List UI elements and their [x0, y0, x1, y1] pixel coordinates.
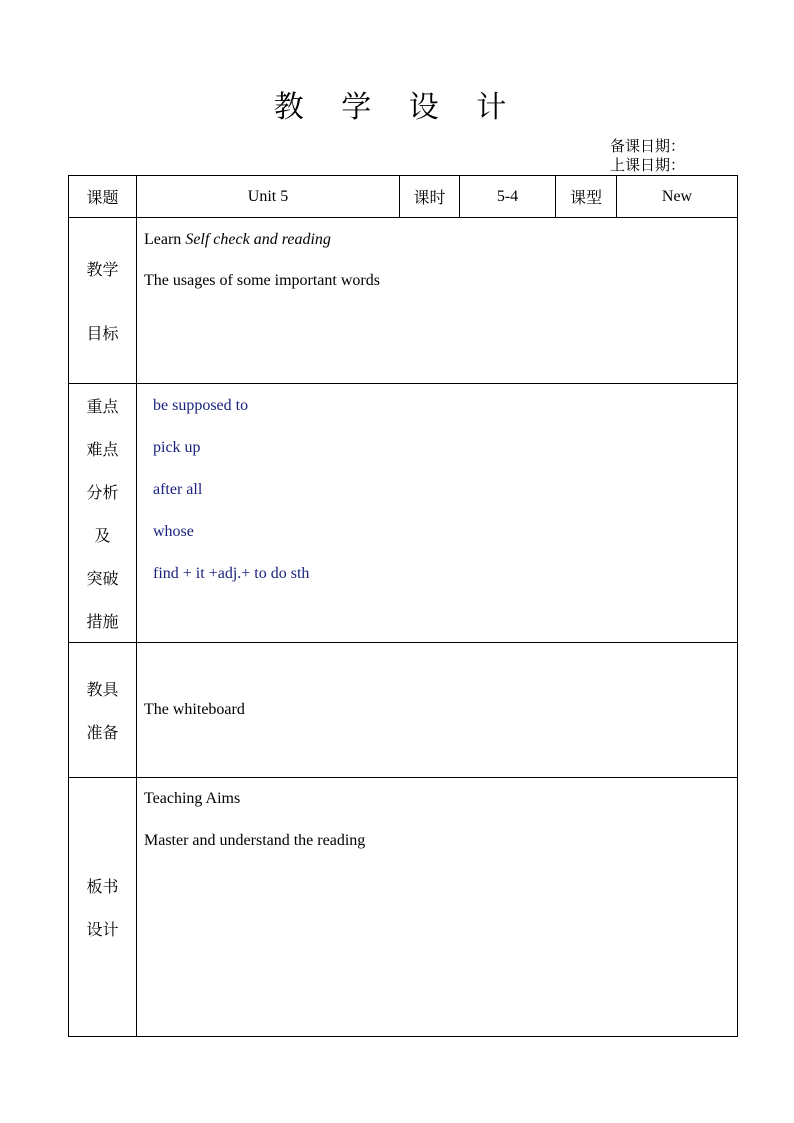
key-point-item: after all: [153, 481, 203, 498]
board-label: [69, 778, 137, 1037]
tools-content: The whiteboard: [137, 643, 738, 778]
board-label-line: 板书: [86, 877, 119, 896]
header-row: [69, 176, 738, 218]
tools-label-line: 教具: [86, 680, 119, 699]
key-points-label-line: 分析: [86, 483, 119, 502]
page-title: 教 学 设 计: [273, 90, 521, 125]
objective-line: [144, 230, 737, 250]
topic-label: 课题: [69, 176, 137, 218]
key-points-row: [69, 384, 738, 643]
board-line: Teaching Aims: [144, 790, 241, 807]
prep-date-label: 备课日期：: [610, 137, 686, 155]
period-label: 课时: [400, 176, 460, 218]
objectives-label: [69, 218, 137, 384]
objective-line: The usages of some important words: [144, 272, 380, 289]
objectives-label-line: 教学: [86, 260, 119, 279]
key-point-item: whose: [153, 523, 194, 540]
learn-title: Self check and reading: [185, 231, 331, 248]
board-content: [137, 778, 738, 1037]
key-points-label-line: 重点: [86, 397, 119, 416]
objectives-label-line: 目标: [86, 324, 119, 343]
key-point-item: find + it +adj.+ to do sth: [153, 565, 310, 582]
type-value: New: [617, 176, 738, 218]
key-points-label-line: 措施: [86, 612, 119, 631]
objectives-content: [137, 218, 738, 384]
board-line: Master and understand the reading: [144, 832, 366, 849]
objectives-row: [69, 218, 738, 384]
tools-label-line: 准备: [86, 723, 119, 742]
key-points-label-line: 及: [94, 526, 111, 545]
key-points-label-line: 难点: [86, 440, 119, 459]
learn-prefix: Learn: [144, 231, 186, 248]
lesson-plan-table: [68, 175, 738, 1037]
board-label-line: 设计: [86, 920, 119, 939]
tools-row: [69, 643, 738, 778]
period-value: 5-4: [460, 176, 556, 218]
class-date-label: 上课日期：: [610, 156, 686, 174]
topic-value: Unit 5: [137, 176, 400, 218]
board-row: [69, 778, 738, 1037]
tools-label: [69, 643, 137, 778]
key-points-label: [69, 384, 137, 643]
key-points-label-line: 突破: [86, 569, 119, 588]
key-point-item: pick up: [153, 439, 201, 456]
key-points-content: [137, 384, 738, 643]
date-block: [610, 137, 720, 175]
key-point-item: be supposed to: [153, 397, 249, 414]
type-label: 课型: [556, 176, 617, 218]
